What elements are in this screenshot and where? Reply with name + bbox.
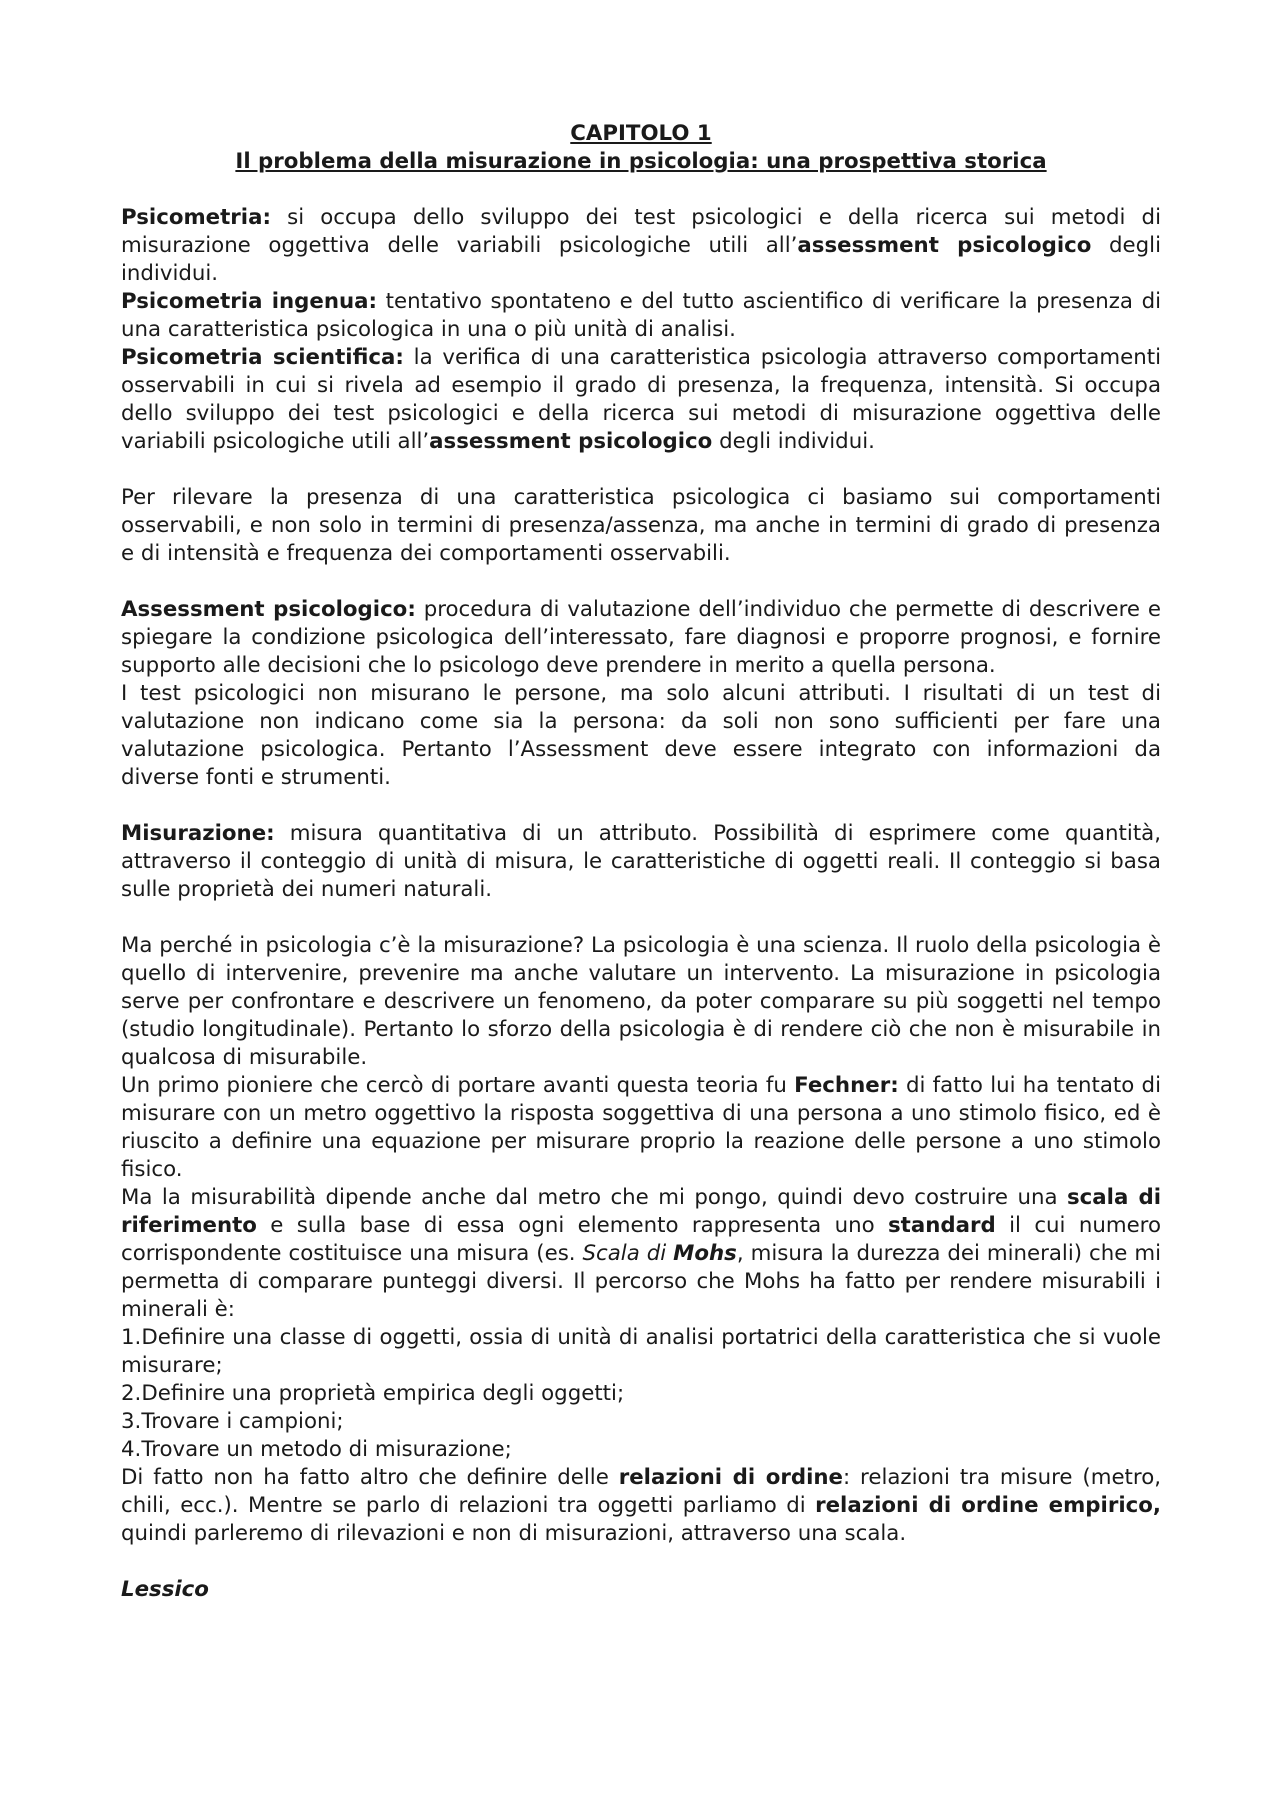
spacer	[121, 1548, 1161, 1576]
paragraph-fechner: Un primo pioniere che cercò di portare avanti questa teoria fu Fechner: di fatto lui ha tentato di misurare con un metro oggettivo la risposta soggettiva di una persona a uno stimolo fisico, ed è riuscito a definire una equazione per misurare proprio la reazione delle persone a uno stimolo fisico.	[121, 1073, 1161, 1182]
term-misurazione: Misurazione:	[121, 821, 275, 846]
paragraph-psicometria-ingenua: Psicometria ingenua: tentativo spontateno e del tutto ascientifico di verificare la presenza di una caratteristica psicologica in una o più unità di analisi.	[121, 289, 1161, 342]
paragraph-misurazione: Misurazione: misura quantitativa di un attributo. Possibilità di esprimere come quantità, attraverso il conteggio di unità di misura, le caratteristiche di oggetti reali. Il conteggio si basa sulle proprietà dei numeri naturali.	[121, 821, 1161, 902]
section-heading-lessico: Lessico	[121, 1577, 209, 1602]
paragraph-assessment: Assessment psicologico: procedura di valutazione dell’individuo che permette di descrivere e spiegare la condizione psicologica dell’interessato, fare diagnosi e proporre prognosi, e fornire supporto alle decisioni che lo psicologo deve prendere in merito a quella persona.	[121, 597, 1161, 678]
chapter-heading: CAPITOLO 1	[570, 121, 712, 146]
term-psicometria: Psicometria:	[121, 205, 271, 230]
list-item: 4.Trovare un metodo di misurazione;	[121, 1437, 512, 1462]
spacer	[121, 456, 1161, 484]
spacer	[121, 904, 1161, 932]
spacer	[121, 792, 1161, 820]
paragraph-relazioni: Di fatto non ha fatto altro che definire delle relazioni di ordine: relazioni tra misure (metro, chili, ecc.). Mentre se parlo di relazioni tra oggetti parliamo di relazioni di ordine empirico, quindi parleremo di rilevazioni e non di misurazioni, attraverso una scala.	[121, 1465, 1162, 1546]
paragraph-psicometria: Psicometria: si occupa dello sviluppo dei test psicologici e della ricerca sui metodi di misurazione oggettiva delle variabili psicologiche utili all’assessment psicologico degli individui.	[121, 205, 1161, 286]
paragraph-psicometria-scientifica: Psicometria scientifica: la verifica di una caratteristica psicologia attraverso comportamenti osservabili in cui si rivela ad esempio il grado di presenza, la frequenza, intensità. Si occupa dello sviluppo dei test psicologici e della ricerca sui metodi di misurazione oggettiva delle variabili psicologiche utili all’assessment psicologico degli individui.	[121, 345, 1161, 454]
paragraph-comportamenti: Per rilevare la presenza di una caratteristica psicologica ci basiamo sui comportamenti osservabili, e non solo in termini di presenza/assenza, ma anche in termini di grado di presenza e di intensità e frequenza dei comportamenti osservabili.	[121, 485, 1161, 566]
term-psicometria-scientifica: Psicometria scientifica:	[121, 345, 404, 370]
spacer	[121, 568, 1161, 596]
paragraph-scala: Ma la misurabilità dipende anche dal metro che mi pongo, quindi devo costruire una scala di riferimento e sulla base di essa ogni elemento rappresenta uno standard il cui numero corrispondente costituisce una misura (es. Scala di Mohs, misura la durezza dei minerali) che mi permetta di comparare punteggi diversi. Il percorso che Mohs ha fatto per rendere misurabili i minerali è:	[121, 1185, 1162, 1322]
term-fechner: Fechner:	[794, 1073, 899, 1098]
term-assessment: Assessment psicologico:	[121, 597, 416, 622]
list-item: 1.Definire una classe di oggetti, ossia di unità di analisi portatrici della caratteristica che si vuole misurare;	[121, 1325, 1161, 1378]
document-page	[121, 120, 1161, 1604]
spacer	[121, 176, 1161, 204]
paragraph-test-psicologici: I test psicologici non misurano le persone, ma solo alcuni attributi. I risultati di un test di valutazione non indicano come sia la persona: da soli non sono sufficienti per fare una valutazione psicologica. Pertanto l’Assessment deve essere integrato con informazioni da diverse fonti e strumenti.	[121, 681, 1161, 790]
term-psicometria-ingenua: Psicometria ingenua:	[121, 289, 378, 314]
paragraph-perche-misurazione: Ma perché in psicologia c’è la misurazione? La psicologia è una scienza. Il ruolo della psicologia è quello di intervenire, prevenire ma anche valutare un intervento. La misurazione in psicologia serve per confrontare e descrivere un fenomeno, da poter comparare su più soggetti nel tempo (studio longitudinale). Pertanto lo sforzo della psicologia è di rendere ciò che non è misurabile in qualcosa di misurabile.	[121, 933, 1161, 1070]
list-item: 2.Definire una proprietà empirica degli oggetti;	[121, 1381, 625, 1406]
chapter-title: Il problema della misurazione in psicologia: una prospettiva storica	[235, 149, 1047, 174]
list-item: 3.Trovare i campioni;	[121, 1409, 344, 1434]
